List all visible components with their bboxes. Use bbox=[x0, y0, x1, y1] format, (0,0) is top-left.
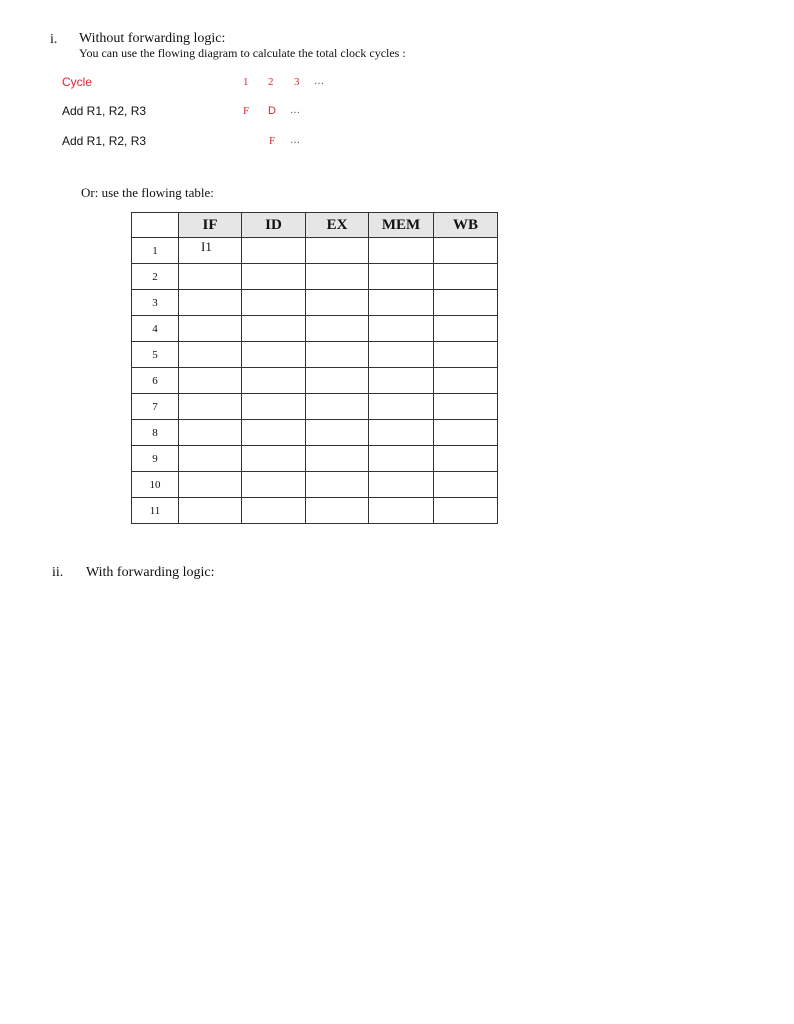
table-cell bbox=[242, 368, 306, 394]
table-corner-cell bbox=[132, 213, 179, 238]
section-ii-title: With forwarding logic: bbox=[86, 565, 215, 580]
table-row bbox=[132, 420, 498, 446]
pipeline-table bbox=[131, 212, 498, 524]
table-cell bbox=[242, 264, 306, 290]
table-cell bbox=[369, 420, 434, 446]
table-cell bbox=[369, 472, 434, 498]
table-row bbox=[132, 446, 498, 472]
table-row bbox=[132, 498, 498, 524]
row-number-cell: 4 bbox=[132, 316, 179, 342]
instruction-1-stage-2: D bbox=[268, 105, 276, 117]
section-i-subtitle: You can use the flowing diagram to calculate the total clock cycles : bbox=[79, 46, 406, 60]
instruction-label-1: Add R1, R2, R3 bbox=[62, 104, 147, 118]
column-header-mem: MEM bbox=[369, 213, 434, 238]
cycle-number-2: 2 bbox=[268, 76, 274, 88]
column-header-ex: EX bbox=[306, 213, 369, 238]
table-cell bbox=[369, 264, 434, 290]
table-row bbox=[132, 316, 498, 342]
table-cell bbox=[434, 446, 498, 472]
table-cell bbox=[434, 420, 498, 446]
table-cell bbox=[369, 394, 434, 420]
section-i-numeral: i. bbox=[50, 32, 58, 47]
table-cell bbox=[179, 472, 242, 498]
table-row bbox=[132, 472, 498, 498]
cycle-number-1: 1 bbox=[243, 76, 249, 88]
table-cell bbox=[434, 316, 498, 342]
table-cell: I1 bbox=[179, 238, 242, 264]
table-cell bbox=[434, 472, 498, 498]
table-cell bbox=[434, 394, 498, 420]
instruction-2-stage-1: F bbox=[269, 135, 276, 147]
table-row bbox=[132, 238, 498, 264]
row-number-cell: 1 bbox=[132, 238, 179, 264]
row-number-cell: 10 bbox=[132, 472, 179, 498]
table-cell bbox=[179, 264, 242, 290]
table-cell bbox=[179, 394, 242, 420]
cycle-number-3: 3 bbox=[294, 76, 300, 88]
row-number-cell: 6 bbox=[132, 368, 179, 394]
table-row bbox=[132, 264, 498, 290]
table-cell bbox=[242, 238, 306, 264]
table-cell bbox=[242, 342, 306, 368]
row-number-cell: 11 bbox=[132, 498, 179, 524]
table-row bbox=[132, 342, 498, 368]
row-number-cell: 7 bbox=[132, 394, 179, 420]
table-cell bbox=[179, 342, 242, 368]
instruction-2-ellipsis: … bbox=[290, 135, 301, 146]
table-cell bbox=[179, 498, 242, 524]
table-cell bbox=[242, 420, 306, 446]
instruction-1-stage-1: F bbox=[243, 105, 250, 117]
table-row bbox=[132, 394, 498, 420]
table-cell bbox=[369, 342, 434, 368]
table-cell bbox=[306, 420, 369, 446]
table-cell bbox=[242, 498, 306, 524]
table-cell bbox=[179, 316, 242, 342]
table-cell bbox=[306, 264, 369, 290]
table-cell bbox=[306, 472, 369, 498]
table-cell bbox=[369, 446, 434, 472]
cycle-ellipsis: … bbox=[314, 76, 325, 87]
row-number-cell: 3 bbox=[132, 290, 179, 316]
table-cell bbox=[434, 498, 498, 524]
table-cell bbox=[306, 290, 369, 316]
table-cell bbox=[434, 264, 498, 290]
table-cell bbox=[369, 238, 434, 264]
table-row bbox=[132, 290, 498, 316]
table-cell bbox=[369, 290, 434, 316]
row-number-cell: 5 bbox=[132, 342, 179, 368]
table-cell bbox=[306, 446, 369, 472]
table-cell bbox=[434, 290, 498, 316]
instruction-label-2: Add R1, R2, R3 bbox=[62, 134, 147, 148]
table-cell bbox=[179, 368, 242, 394]
table-cell bbox=[369, 316, 434, 342]
table-cell bbox=[434, 238, 498, 264]
column-header-if: IF bbox=[179, 213, 242, 238]
table-cell bbox=[179, 420, 242, 446]
table-cell bbox=[242, 394, 306, 420]
column-header-wb: WB bbox=[434, 213, 498, 238]
table-cell bbox=[369, 498, 434, 524]
table-cell bbox=[242, 446, 306, 472]
table-cell bbox=[242, 290, 306, 316]
table-cell bbox=[434, 342, 498, 368]
row-number-cell: 2 bbox=[132, 264, 179, 290]
row-number-cell: 9 bbox=[132, 446, 179, 472]
instruction-1-ellipsis: … bbox=[290, 105, 301, 116]
table-cell bbox=[306, 342, 369, 368]
cycle-label: Cycle bbox=[62, 75, 93, 89]
table-cell bbox=[306, 394, 369, 420]
table-row bbox=[132, 368, 498, 394]
table-cell bbox=[434, 368, 498, 394]
table-intro: Or: use the flowing table: bbox=[81, 185, 214, 200]
table-cell bbox=[179, 446, 242, 472]
table-cell bbox=[179, 290, 242, 316]
row-number-cell: 8 bbox=[132, 420, 179, 446]
table-cell bbox=[369, 368, 434, 394]
table-header-row bbox=[132, 213, 498, 238]
table-cell bbox=[306, 368, 369, 394]
column-header-id: ID bbox=[242, 213, 306, 238]
section-i-title: Without forwarding logic: bbox=[79, 31, 226, 46]
table-cell bbox=[306, 498, 369, 524]
table-cell bbox=[242, 316, 306, 342]
table-cell bbox=[242, 472, 306, 498]
section-ii-numeral: ii. bbox=[52, 565, 64, 580]
table-cell bbox=[306, 238, 369, 264]
table-cell bbox=[306, 316, 369, 342]
